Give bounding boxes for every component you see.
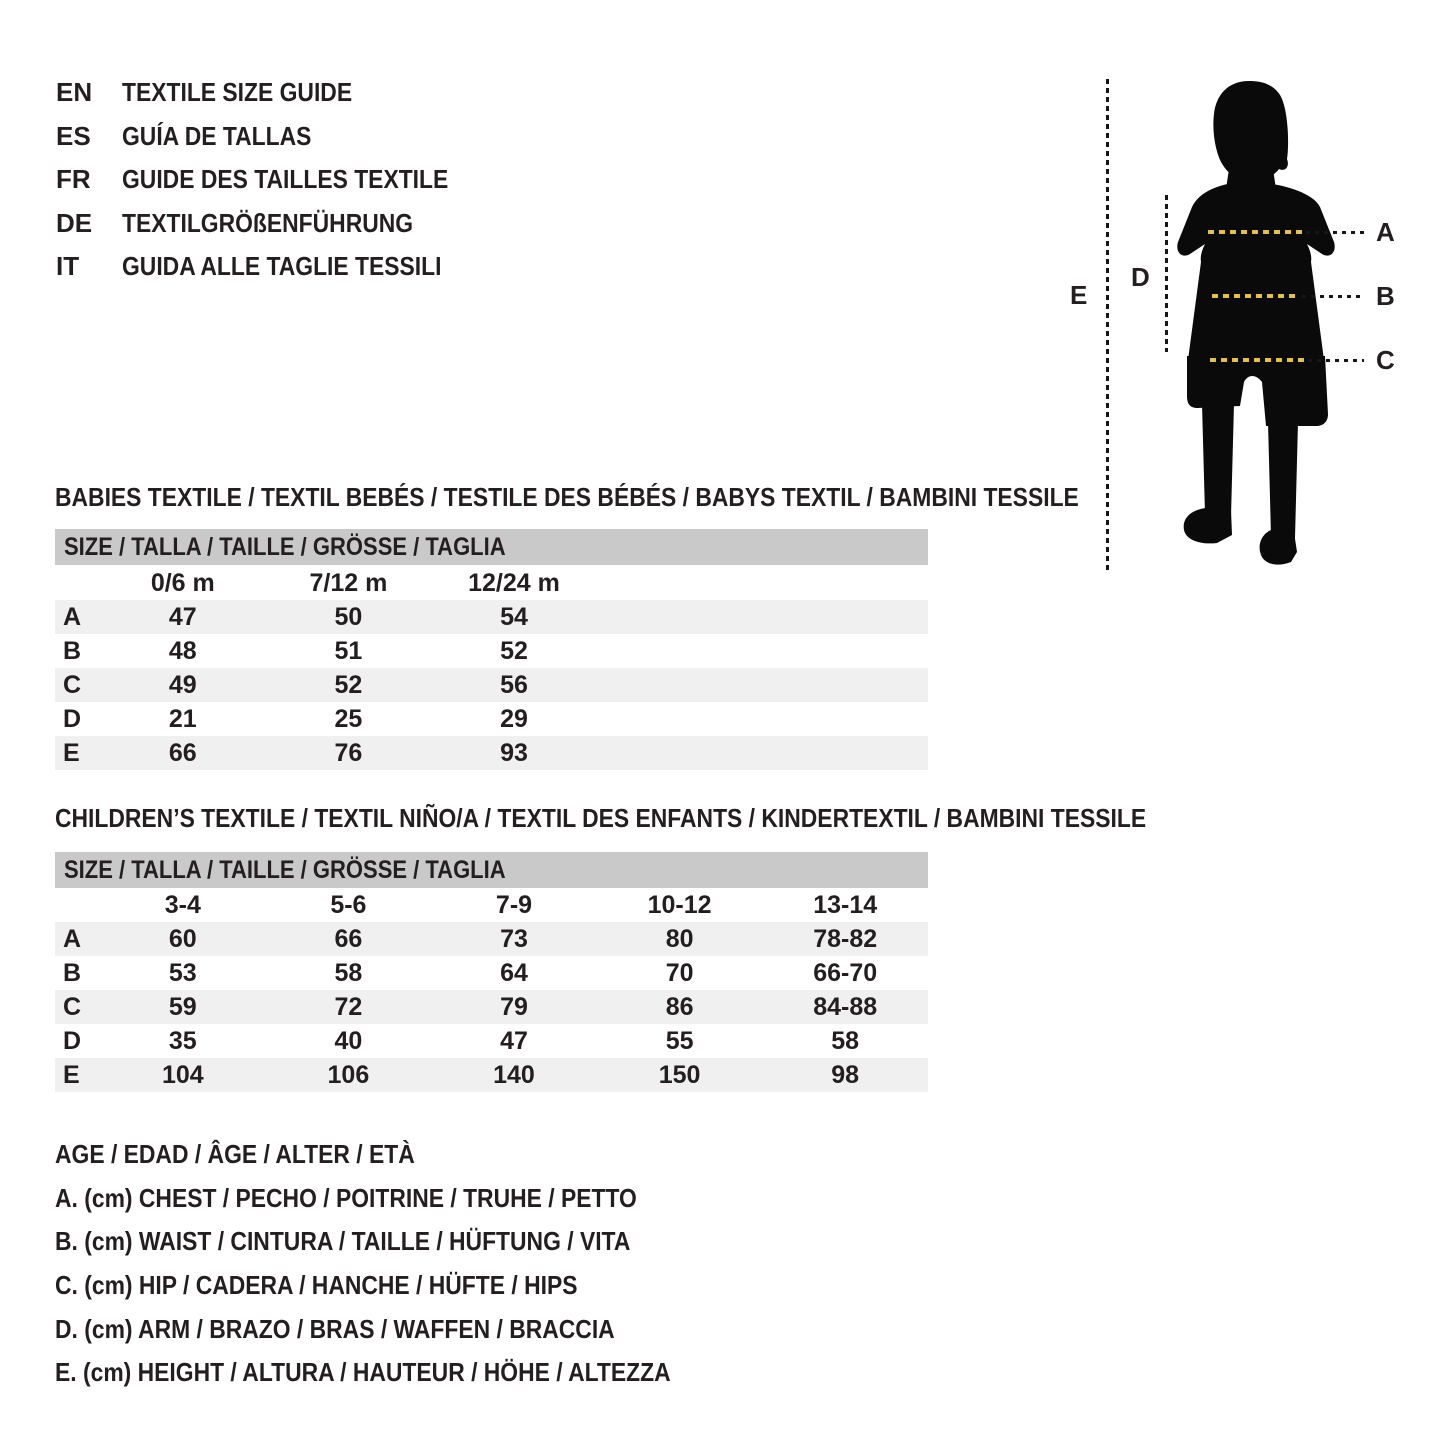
row-label: A <box>63 924 82 953</box>
babies-row-B <box>55 634 928 668</box>
guide-title-it: GUIDA ALLE TAGLIE TESSILI <box>122 251 442 282</box>
cell: 80 <box>665 924 694 953</box>
row-label: E <box>63 1060 80 1089</box>
cell: 58 <box>334 958 363 987</box>
row-label: C <box>63 992 82 1021</box>
legend-waist <box>55 1220 755 1264</box>
hip-measure-line-C <box>1210 358 1306 362</box>
babies-col-12-24m: 12/24 m <box>468 568 560 597</box>
language-row-es <box>56 115 493 159</box>
children-col-13-14: 13-14 <box>813 890 878 919</box>
guide-title-en: TEXTILE SIZE GUIDE <box>122 77 353 108</box>
cell: 72 <box>334 992 363 1021</box>
children-col-5-6: 5-6 <box>330 890 367 919</box>
babies-column-header-row <box>55 566 928 600</box>
babies-heading-text: BABIES TEXTILE / TEXTIL BEBÉS / TESTILE DES BÉBÉS / BABYS TEXTIL / BAMBINI TESSILE <box>55 481 1079 512</box>
babies-row-E <box>55 736 928 770</box>
cell: 47 <box>168 602 197 631</box>
cell: 52 <box>334 670 363 699</box>
guide-title-de: TEXTILGRÖßENFÜHRUNG <box>122 207 414 238</box>
waist-measure-dots-B <box>1302 295 1364 298</box>
legend-waist-text: B. (cm) WAIST / CINTURA / TAILLE / HÜFTUNG / VITA <box>55 1226 631 1257</box>
cell: 51 <box>334 636 363 665</box>
children-col-7-9: 7-9 <box>495 890 533 919</box>
legend-chest <box>55 1177 755 1221</box>
children-row-C <box>55 990 928 1024</box>
row-label: E <box>63 738 80 767</box>
cell: 29 <box>500 704 528 733</box>
babies-row-A <box>55 600 928 634</box>
legend-arm <box>55 1307 755 1351</box>
measure-label-E: E <box>1070 280 1088 310</box>
cell: 49 <box>168 670 197 699</box>
cell: 104 <box>161 1060 204 1089</box>
children-size-header-bar <box>55 852 928 888</box>
cell: 54 <box>500 602 528 631</box>
children-heading-text: CHILDREN’S TEXTILE / TEXTIL NIÑO/A / TEXTIL DES ENFANTS / KINDERTEXTIL / BAMBINI TESSILE <box>55 802 1147 833</box>
chest-measure-line-A <box>1208 230 1304 234</box>
row-label: C <box>63 670 82 699</box>
legend-hip <box>55 1264 755 1308</box>
language-code: FR <box>56 164 91 195</box>
waist-measure-line-B <box>1212 294 1300 298</box>
legend-arm-text: D. (cm) ARM / BRAZO / BRAS / WAFFEN / BRACCIA <box>55 1313 615 1344</box>
cell: 21 <box>168 704 197 733</box>
arm-measure-line-D <box>1165 195 1168 352</box>
measure-label-C: C <box>1376 345 1395 375</box>
cell: 59 <box>168 992 197 1021</box>
guide-title-fr: GUIDE DES TAILLES TEXTILE <box>122 164 449 195</box>
cell: 66-70 <box>813 958 878 987</box>
cell: 78-82 <box>813 924 878 953</box>
language-row-de <box>56 202 493 246</box>
legend-height <box>55 1351 755 1395</box>
legend-chest-text: A. (cm) CHEST / PECHO / POITRINE / TRUHE / PETTO <box>55 1182 637 1213</box>
cell: 48 <box>168 636 197 665</box>
cell: 140 <box>493 1060 535 1089</box>
children-row-E <box>55 1058 928 1092</box>
children-column-header-row <box>55 888 928 922</box>
children-section-heading <box>55 801 1295 835</box>
cell: 86 <box>665 992 694 1021</box>
babies-section-heading <box>55 480 1218 514</box>
legend-age <box>55 1133 755 1177</box>
language-code: ES <box>56 120 91 151</box>
guide-title-es: GUÍA DE TALLAS <box>122 120 312 151</box>
row-label: B <box>63 636 82 665</box>
babies-col-0-6m: 0/6 m <box>150 568 215 597</box>
babies-col-7-12m: 7/12 m <box>309 568 388 597</box>
language-list <box>56 71 493 289</box>
cell: 53 <box>168 958 197 987</box>
language-code: DE <box>56 207 93 238</box>
children-size-header-text: SIZE / TALLA / TAILLE / GRÖSSE / TAGLIA <box>64 855 506 884</box>
language-row-it <box>56 245 493 289</box>
measure-label-A: A <box>1376 217 1395 247</box>
row-label: D <box>63 1026 82 1055</box>
babies-size-header-bar <box>55 529 928 565</box>
cell: 150 <box>658 1060 701 1089</box>
cell: 58 <box>831 1026 860 1055</box>
cell: 47 <box>500 1026 528 1055</box>
cell: 55 <box>665 1026 694 1055</box>
language-code: EN <box>56 77 93 108</box>
children-row-B <box>55 956 928 990</box>
measure-label-B: B <box>1376 281 1395 311</box>
row-label: B <box>63 958 82 987</box>
cell: 35 <box>168 1026 197 1055</box>
cell: 93 <box>500 738 528 767</box>
cell: 76 <box>334 738 363 767</box>
babies-row-C <box>55 668 928 702</box>
children-col-10-12: 10-12 <box>647 890 712 919</box>
cell: 40 <box>334 1026 363 1055</box>
legend-height-text: E. (cm) HEIGHT / ALTURA / HAUTEUR / HÖHE / ALTEZZA <box>55 1357 671 1388</box>
cell: 25 <box>334 704 363 733</box>
children-row-D <box>55 1024 928 1058</box>
babies-size-header-text: SIZE / TALLA / TAILLE / GRÖSSE / TAGLIA <box>64 532 506 561</box>
cell: 50 <box>334 602 363 631</box>
cell: 79 <box>500 992 528 1021</box>
cell: 52 <box>500 636 528 665</box>
children-row-A <box>55 922 928 956</box>
chest-measure-dots-A <box>1306 231 1364 234</box>
babies-row-D <box>55 702 928 736</box>
cell: 64 <box>500 958 528 987</box>
cell: 56 <box>500 670 528 699</box>
cell: 106 <box>327 1060 370 1089</box>
language-row-en <box>56 71 493 115</box>
row-label: A <box>63 602 82 631</box>
language-code: IT <box>56 251 80 282</box>
cell: 60 <box>168 924 197 953</box>
measure-label-D: D <box>1131 262 1150 292</box>
legend-hip-text: C. (cm) HIP / CADERA / HANCHE / HÜFTE / HIPS <box>55 1270 578 1301</box>
measurement-legend <box>55 1133 755 1395</box>
cell: 66 <box>168 738 197 767</box>
cell: 73 <box>500 924 528 953</box>
cell: 70 <box>665 958 694 987</box>
children-col-3-4: 3-4 <box>164 890 201 919</box>
cell: 66 <box>334 924 363 953</box>
legend-age-text: AGE / EDAD / ÂGE / ALTER / ETÀ <box>55 1139 415 1170</box>
cell: 98 <box>831 1060 860 1089</box>
hip-measure-dots-C <box>1308 359 1364 362</box>
row-label: D <box>63 704 82 733</box>
language-row-fr <box>56 158 493 202</box>
cell: 84-88 <box>813 992 878 1021</box>
